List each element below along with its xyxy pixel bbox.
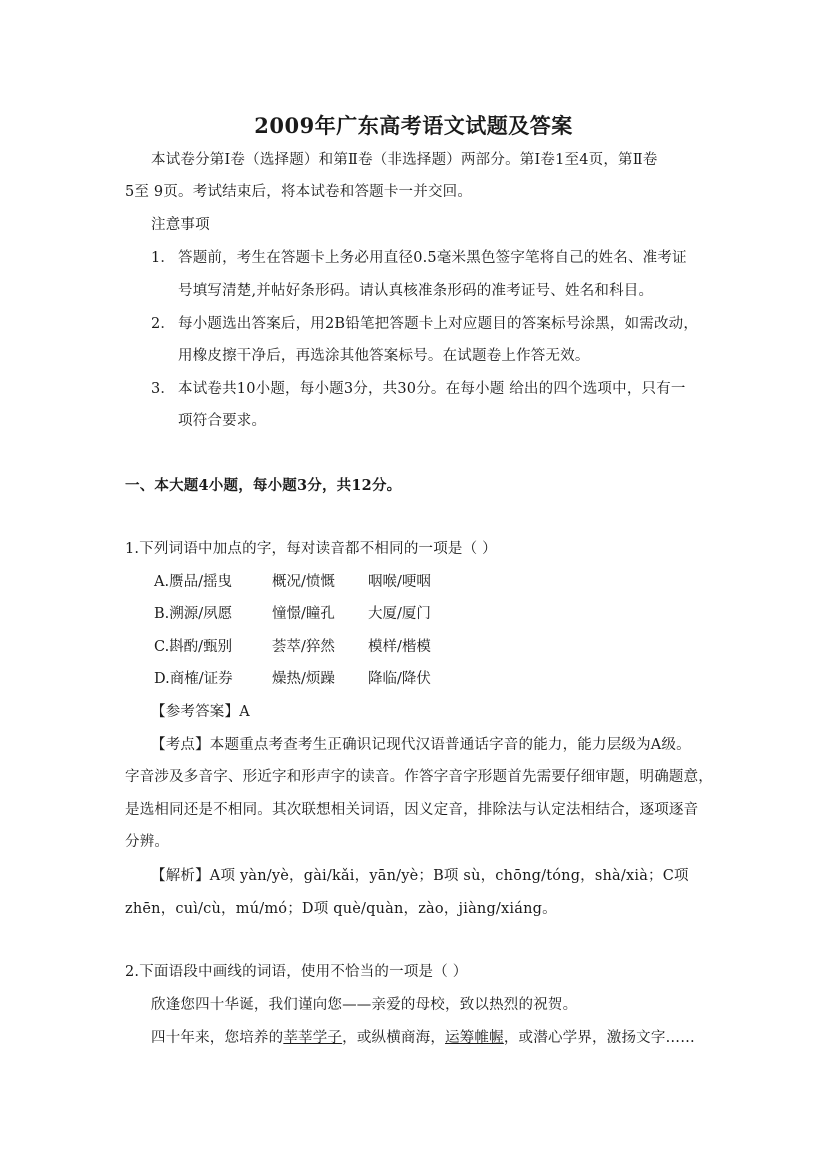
option-pair: B.溯源/夙愿 (154, 606, 233, 622)
option-pair: D.商榷/证券 (154, 671, 233, 687)
notice-number: 3． (151, 381, 176, 397)
text-segment: ，或潜心学界，激扬文字…… (503, 1030, 695, 1046)
notice-2-line-1: 每小题选出答案后，用2B铅笔把答题卡上对应题目的答案标号涂黑，如需改动， (178, 316, 699, 332)
option-pair: C.斟酌/甄别 (154, 639, 233, 655)
option-pair: 概况/愤慨 (272, 574, 335, 590)
option-pair: 降临/降伏 (368, 671, 431, 687)
option-pair: 憧憬/瞳孔 (272, 606, 335, 622)
notice-1-line-2: 号填写清楚,并帖好条形码。请认真核准条形码的准考证号、姓名和科目。 (178, 283, 654, 299)
option-pair: 模样/楷模 (368, 639, 431, 655)
question-1-answer: 【参考答案】A (151, 704, 250, 720)
option-pair: 燥热/烦躁 (272, 671, 335, 687)
option-pair: 荟萃/猝然 (272, 639, 335, 655)
question-2-line-2 (151, 1028, 695, 1048)
kaodian-line-3: 是选相同还是不相同。其次联想相关词语，因义定音，排除法与认定法相结合，逐项逐音 (125, 802, 699, 818)
option-pair: A.赝品/摇曳 (154, 574, 232, 590)
notice-1-line-1: 答题前，考生在答题卡上务必用直径0.5毫米黑色签字笔将自己的姓名、准考证 (178, 250, 687, 266)
intro-line-2: 5至 9页。考试结束后，将本试卷和答题卡一并交回。 (125, 184, 473, 200)
section-heading: 一、本大题4小题，每小题3分，共12分。 (125, 477, 402, 494)
question-1-stem: 1.下列词语中加点的字，每对读音都不相同的一项是（ ） (125, 541, 497, 557)
jiexi-line-1: 【解析】A项 yàn/yè，gài/kǎi，yān/yè；B项 sù，chōng/tóng，shà/xià；C项 (151, 868, 689, 884)
jiexi-line-2: zhēn，cuì/cù，mú/mó；D项 què/quàn，zào，jiàng/xiáng。 (125, 901, 557, 917)
page-title: 2009年广东高考语文试题及答案 (254, 113, 573, 138)
kaodian-line-4: 分辨。 (125, 834, 170, 850)
option-pair: 大厦/厦门 (368, 606, 431, 622)
notice-3-line-1: 本试卷共10小题，每小题3分，共30分。在每小题 给出的四个选项中，只有一 (178, 381, 686, 397)
text-segment: ，或纵横商海， (342, 1030, 446, 1046)
notice-heading: 注意事项 (151, 217, 210, 233)
underlined-phrase: 运筹帷幄 (445, 1030, 504, 1046)
notice-number: 1． (151, 250, 176, 266)
question-2-stem: 2.下面语段中画线的词语，使用不恰当的一项是（ ） (125, 964, 468, 980)
kaodian-line-2: 字音涉及多音字、形近字和形声字的读音。作答字音字形题首先需要仔细审题，明确题意， (125, 769, 713, 785)
intro-line-1: 本试卷分第Ⅰ卷（选择题）和第Ⅱ卷（非选择题）两部分。第Ⅰ卷1至4页，第Ⅱ卷 (151, 152, 658, 168)
notice-2-line-2: 用橡皮擦干净后，再选涂其他答案标号。在试题卷上作答无效。 (178, 348, 590, 364)
question-2-line-1: 欣逢您四十华诞，我们谨向您——亲爱的母校，致以热烈的祝贺。 (151, 997, 578, 1013)
notice-3-line-2: 项符合要求。 (178, 413, 267, 429)
text-segment: 四十年来，您培养的 (151, 1030, 284, 1046)
underlined-phrase: 莘莘学子 (283, 1030, 343, 1046)
option-pair: 咽喉/哽咽 (368, 574, 431, 590)
kaodian-line-1: 【考点】本题重点考查考生正确识记现代汉语普通话字音的能力，能力层级为A级。 (151, 737, 691, 753)
notice-number: 2． (151, 316, 176, 332)
